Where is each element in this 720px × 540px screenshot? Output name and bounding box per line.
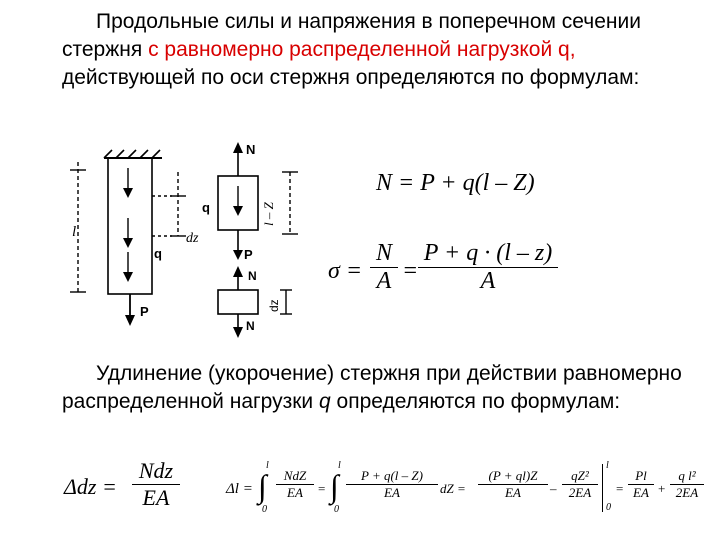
f3-den: EA [505, 485, 521, 500]
sigma-num-2: P + q · (l – z) [418, 240, 558, 268]
label-n-mid: N [248, 269, 257, 283]
frac-5 [628, 468, 654, 501]
f5-plus: + [658, 481, 666, 496]
f3-num: (P + ql)Z [478, 468, 548, 485]
int2-lower: 0 [334, 504, 339, 515]
dl-lhs: Δl = [226, 481, 253, 497]
sigma-den-1: A [376, 268, 392, 294]
label-p-piece: P [244, 247, 253, 262]
label-l-minus-z: l – Z [261, 202, 276, 226]
f6-den: 2EA [675, 485, 699, 500]
arrow-head [125, 315, 135, 326]
label-n-top: N [246, 142, 256, 157]
f2-tail: dZ = [440, 481, 466, 496]
arrow-head [123, 188, 133, 198]
f1-den: EA [287, 485, 303, 500]
frac-2 [346, 468, 438, 501]
arrow-head [233, 266, 243, 277]
sigma-eq: = [402, 258, 419, 284]
sigma-den-2: A [480, 268, 496, 294]
bar-lower: 0 [606, 502, 611, 513]
paragraph-2-lead: Удлинение (укорочение) стержня при действии равномерно распределенной нагрузки [62, 362, 682, 413]
eq-1: = [318, 481, 326, 496]
ddz-lhs: Δdz = [64, 474, 117, 499]
f2-num: P + q(l – Z) [346, 468, 438, 485]
label-p-rod: P [140, 304, 149, 319]
f5-num: Pl [628, 468, 654, 485]
f4-num: qZ² [562, 468, 598, 485]
paragraph-2-tail: определяются по формулам: [330, 390, 621, 413]
frac-6 [670, 468, 704, 501]
f1-num: NdZ [276, 468, 314, 485]
paragraph-1-tail: действующей по оси стержня определяются по формулам: [62, 66, 640, 89]
formula-n: N = P + q(l – Z) [376, 170, 535, 196]
arrow-head [233, 142, 243, 153]
sigma-num-1: N [370, 240, 398, 268]
arrow-head [233, 206, 243, 216]
bar-upper: l [606, 460, 609, 471]
formula-delta-l [226, 460, 706, 524]
label-l: l [72, 224, 77, 240]
f3-minus: – [550, 481, 557, 496]
paragraph-1-lead: Продольные силы и напряжения в поперечном сечении стержня [62, 10, 641, 61]
label-dz: dz [186, 231, 199, 246]
sigma-lhs: σ = [328, 258, 363, 284]
f2-den: EA [384, 485, 400, 500]
arrow-head [123, 238, 133, 248]
f5-den: EA [633, 485, 649, 500]
paragraph-2 [62, 360, 682, 416]
integral-sign-2: ∫ [330, 468, 339, 504]
integral-sign-1: ∫ [258, 468, 267, 504]
arrow-head [233, 327, 243, 338]
paragraph-1-highlight: с равномерно распределенной нагрузкой q, [148, 38, 576, 61]
int1-lower: 0 [262, 504, 267, 515]
sigma-frac-1 [370, 240, 398, 295]
ddz-num: Ndz [132, 458, 180, 485]
frac-3 [478, 468, 548, 501]
sigma-frac-2 [418, 240, 558, 295]
label-q-piece: q [202, 200, 210, 215]
arrow-head [123, 272, 133, 282]
arrow-head [233, 250, 243, 260]
int2-upper: l [338, 460, 341, 471]
label-q-rod: q [154, 246, 162, 261]
label-dz-small: dz [267, 299, 281, 312]
int1-upper: l [266, 460, 269, 471]
label-n-bottom: N [246, 319, 255, 333]
f4-den: 2EA [568, 485, 592, 500]
frac-1 [276, 468, 314, 501]
eval-bar [602, 464, 603, 512]
f6-num: q l² [670, 468, 704, 485]
paragraph-2-q: q [319, 390, 331, 413]
frac-4 [562, 468, 598, 501]
f5-eq: = [616, 481, 624, 496]
ddz-frac [132, 458, 180, 511]
ddz-den: EA [142, 485, 170, 510]
